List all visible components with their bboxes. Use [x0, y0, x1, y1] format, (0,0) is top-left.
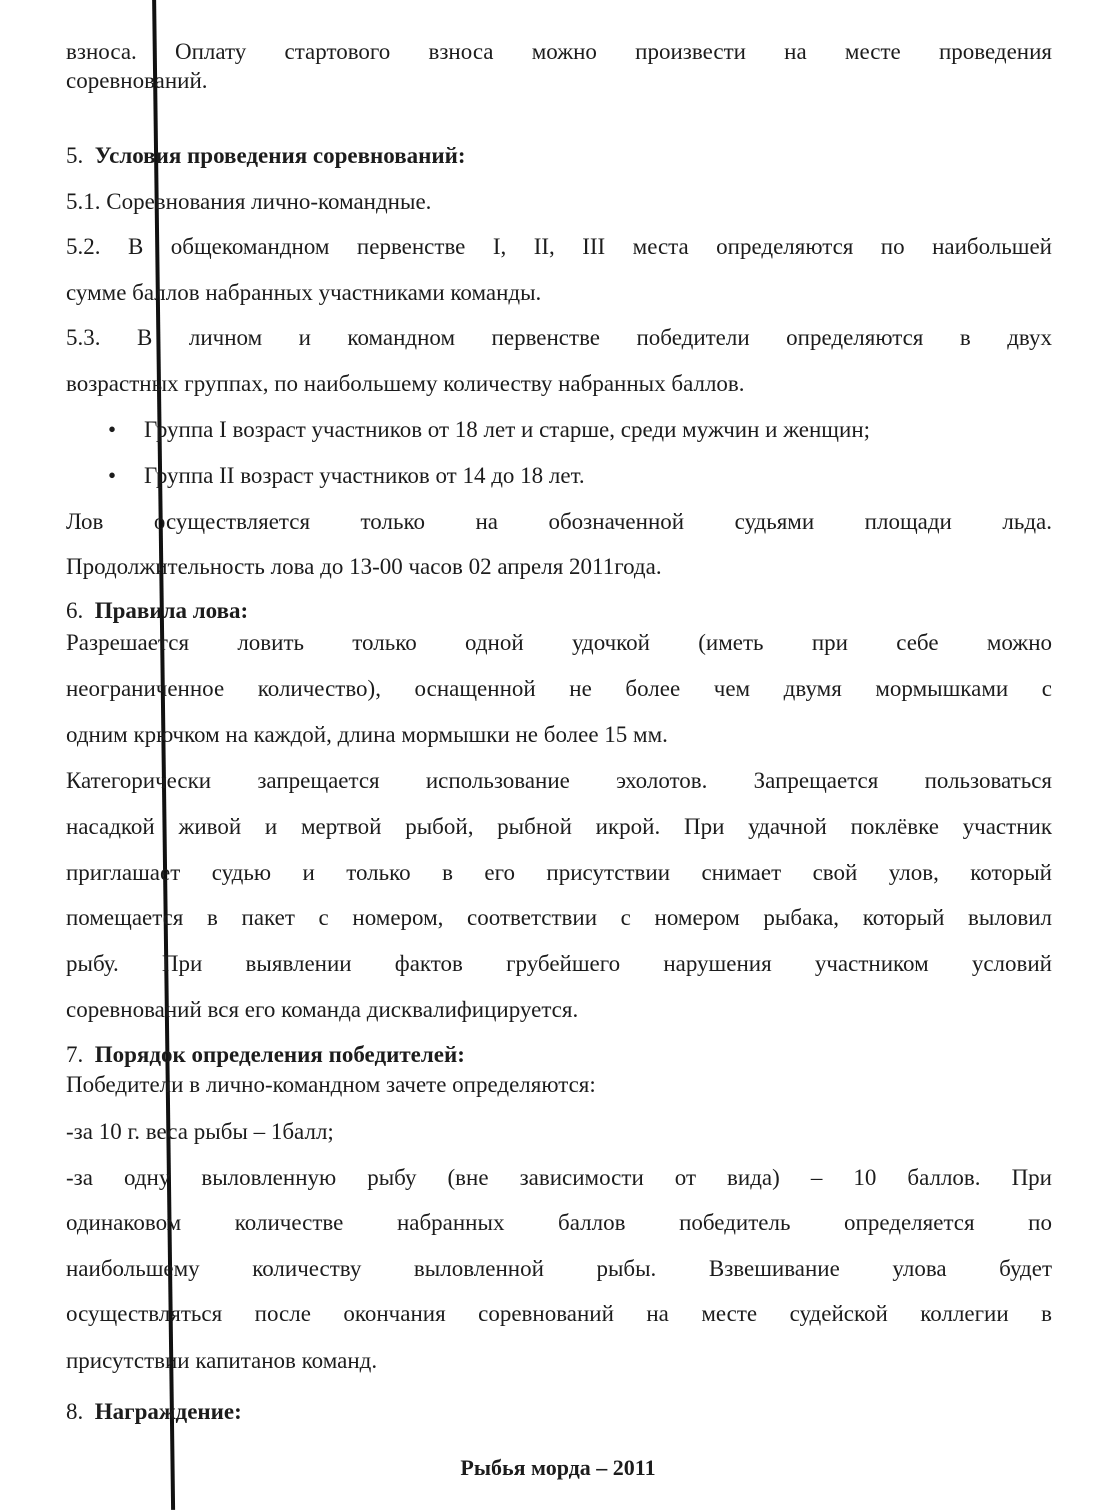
- section-6-number: 6.: [66, 598, 84, 623]
- rules-paragraph-1-line-1: Разрешается ловить только одной удочкой (иметь при себе можно: [66, 630, 1052, 655]
- section-7-number: 7.: [66, 1042, 84, 1067]
- catch-area-line-1: Лов осуществляется только на обозначенной судьями площади льда.: [66, 509, 1052, 534]
- paragraph-5-3-line-1: 5.3. В личном и командном первенстве победители определяются в двух: [66, 325, 1052, 350]
- rules-paragraph-1-line-3: одним крючком на каждой, длина мормышки не более 15 мм.: [66, 722, 668, 747]
- rules-paragraph-2-line-6: соревнований вся его команда дисквалифицируется.: [66, 997, 579, 1022]
- section-8-title: Награждение:: [94, 1399, 242, 1424]
- paragraph-5-3-line-2: возрастных группах, по наибольшему количеству набранных баллов.: [66, 371, 745, 396]
- bullet-text: Группа I возраст участников от 18 лет и старше, среди мужчин и женщин;: [144, 417, 871, 442]
- paragraph-5-2-line-1: 5.2. В общекомандном первенстве I, II, III места определяются по наибольшей: [66, 234, 1052, 259]
- section-6-heading: [66, 597, 1052, 625]
- bullet-item: [108, 416, 1058, 444]
- section-8-heading: [66, 1398, 1052, 1426]
- section-5-heading: [66, 142, 1052, 170]
- scoring-rule-count-line-3: наибольшему количеству выловленной рыбы. Взвешивание улова будет: [66, 1256, 1052, 1281]
- rules-paragraph-1-line-2: неограниченное количество), оснащенной не более чем двумя мормышками с: [66, 676, 1052, 701]
- scan-artifact-vertical-line: [152, 0, 175, 1510]
- section-7-title: Порядок определения победителей:: [94, 1042, 465, 1067]
- bullet-icon: •: [108, 417, 117, 442]
- bullet-text: Группа II возраст участников от 14 до 18 лет.: [144, 463, 585, 488]
- section-5-number: 5.: [66, 143, 84, 168]
- rules-paragraph-2-line-4: помещается в пакет с номером, соответствии с номером рыбака, который выловил: [66, 905, 1052, 930]
- rules-paragraph-2-line-3: приглашает судью и только в его присутствии снимает свой улов, который: [66, 860, 1052, 885]
- bullet-icon: •: [108, 463, 117, 488]
- scoring-rule-count-line-2: одинаковом количестве набранных баллов победитель определяется по: [66, 1210, 1052, 1235]
- scoring-rule-weight: -за 10 г. веса рыбы – 1балл;: [66, 1119, 334, 1144]
- section-8-number: 8.: [66, 1399, 84, 1424]
- intro-line-2: соревнований.: [66, 68, 208, 93]
- rules-paragraph-2-line-5: рыбу. При выявлении фактов грубейшего нарушения участником условий: [66, 951, 1052, 976]
- section-6-title: Правила лова:: [94, 598, 249, 623]
- scoring-rule-count-line-4: осуществляться после окончания соревнований на месте судейской коллегии в: [66, 1301, 1052, 1326]
- section-7-heading: [66, 1041, 1052, 1069]
- scoring-rule-count-line-5: присутствии капитанов команд.: [66, 1348, 378, 1373]
- page-footer: Рыбья морда – 2011: [460, 1455, 656, 1480]
- rules-paragraph-2-line-2: насадкой живой и мертвой рыбой, рыбной икрой. При удачной поклёвке участник: [66, 814, 1052, 839]
- winners-intro: Победители в лично-командном зачете определяются:: [66, 1072, 596, 1097]
- section-5-title: Условия проведения соревнований:: [94, 143, 466, 168]
- scoring-rule-count-line-1: -за одну выловленную рыбу (вне зависимости от вида) – 10 баллов. При: [66, 1165, 1052, 1190]
- bullet-item: [108, 462, 1058, 490]
- catch-area-line-2: Продолжительность лова до 13-00 часов 02 апреля 2011года.: [66, 554, 662, 579]
- rules-paragraph-2-line-1: Категорически запрещается использование эхолотов. Запрещается пользоваться: [66, 768, 1052, 793]
- paragraph-5-2-line-2: сумме баллов набранных участниками команды.: [66, 280, 542, 305]
- paragraph-5-1: 5.1. Соревнования лично-командные.: [66, 189, 432, 214]
- intro-line-1: взноса. Оплату стартового взноса можно произвести на месте проведения: [66, 39, 1052, 64]
